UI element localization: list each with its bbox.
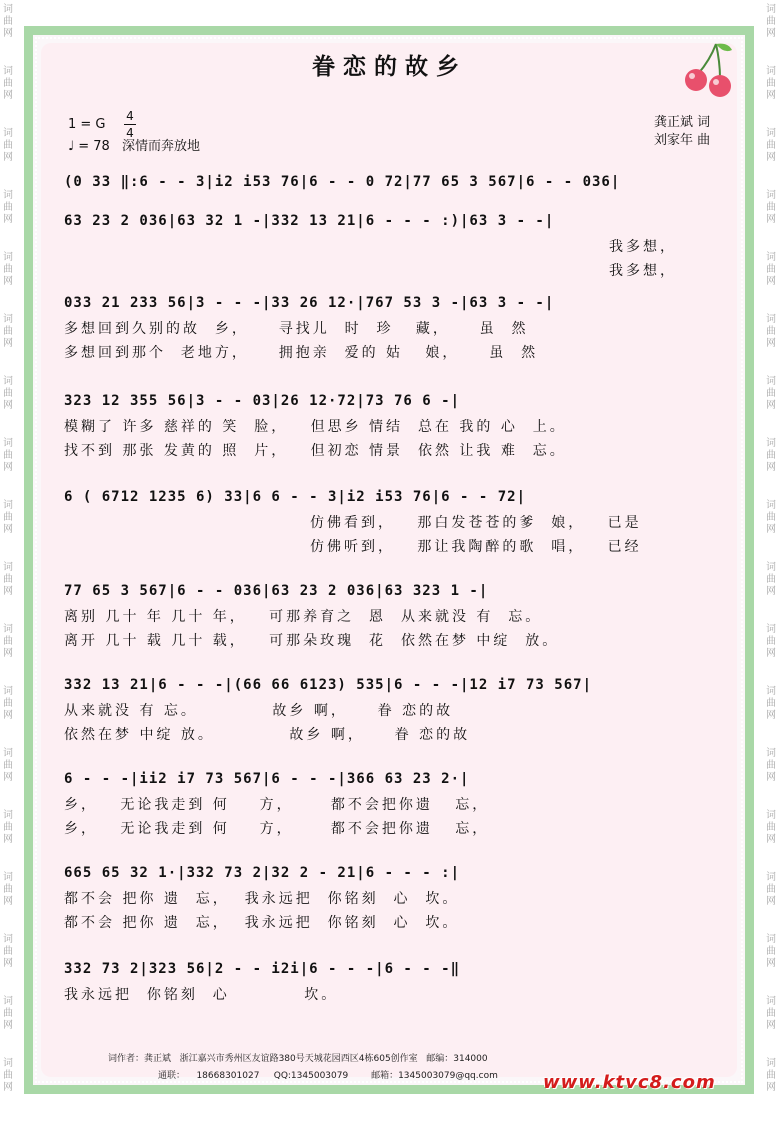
watermark-char: 网 <box>766 834 776 845</box>
watermark-char: 网 <box>766 524 776 535</box>
notation-line: 63 23 2 036|63 32 1 -|332 13 21|6 - - - :)|63 3 - -| <box>64 213 555 229</box>
lyric-line: 模糊了 许多 慈祥的 笑 脸， 但思乡 情结 总在 我的 心 上。 <box>64 419 567 435</box>
watermark-char: 曲 <box>766 264 776 275</box>
watermark-char: 曲 <box>3 450 13 461</box>
watermark-char: 网 <box>3 586 13 597</box>
watermark-char: 曲 <box>3 698 13 709</box>
watermark-char: 词 <box>3 562 13 573</box>
lyric-line: 仿佛看到， 那白发苍苍的爹 娘， 已是 <box>310 515 642 531</box>
watermark-char: 词 <box>3 748 13 759</box>
watermark-char: 网 <box>3 834 13 845</box>
watermark-char: 词 <box>766 128 776 139</box>
watermark-char: 曲 <box>3 760 13 771</box>
watermark-char: 网 <box>3 214 13 225</box>
watermark-char: 曲 <box>766 574 776 585</box>
watermark-char: 曲 <box>766 388 776 399</box>
lyric-line: 乡， 无论我走到 何 方， 都不会把你遗 忘， <box>64 797 490 813</box>
notation-line: 332 73 2|323 56|2 - - i2i|6 - - -|6 - - -‖ <box>64 961 461 977</box>
watermark-char: 网 <box>766 772 776 783</box>
watermark-char: 曲 <box>766 140 776 151</box>
credits <box>654 114 710 150</box>
watermark-char: 曲 <box>3 1070 13 1081</box>
notation-line: (0 33 ‖:6 - - 3|i2 i53 76|6 - - 0 72|77 65 3 567|6 - - 036| <box>64 174 621 190</box>
watermark-char: 网 <box>766 1020 776 1031</box>
watermark-char: 曲 <box>3 636 13 647</box>
lyric-line: 都不会 把你 遗 忘， 我永远把 你铭刻 心 坎。 <box>64 915 460 931</box>
watermark-char: 曲 <box>3 202 13 213</box>
watermark-char: 网 <box>766 958 776 969</box>
lyric-line: 多想回到久别的故 乡， 寻找儿 时 珍 藏， 虽 然 <box>64 321 529 337</box>
watermark-char: 词 <box>766 314 776 325</box>
notation-line: 77 65 3 567|6 - - 036|63 23 2 036|63 323 1 -| <box>64 583 489 599</box>
watermark-char: 网 <box>766 338 776 349</box>
watermark-char: 词 <box>3 314 13 325</box>
lyric-line: 离别 几十 年 几十 年， 可那养育之 恩 从来就没 有 忘。 <box>64 609 543 625</box>
watermark-char: 词 <box>3 624 13 635</box>
watermark-char: 词 <box>766 748 776 759</box>
lyric-line: 都不会 把你 遗 忘， 我永远把 你铭刻 心 坎。 <box>64 891 460 907</box>
watermark-char: 网 <box>766 896 776 907</box>
right-watermark-column <box>763 0 779 1122</box>
key-signature: 1 = G <box>68 117 106 132</box>
watermark-char: 曲 <box>3 946 13 957</box>
watermark-char: 曲 <box>3 822 13 833</box>
watermark-char: 词 <box>766 872 776 883</box>
watermark-char: 词 <box>3 128 13 139</box>
watermark-char: 曲 <box>766 450 776 461</box>
watermark-char: 曲 <box>766 822 776 833</box>
watermark-char: 网 <box>766 1082 776 1093</box>
lyric-line: 从来就没 有 忘。 故乡 啊， 眷 恋的故 <box>64 703 454 719</box>
watermark-char: 曲 <box>766 326 776 337</box>
watermark-char: 曲 <box>3 326 13 337</box>
watermark-char: 曲 <box>766 760 776 771</box>
watermark-char: 曲 <box>3 388 13 399</box>
watermark-char: 词 <box>766 438 776 449</box>
watermark-char: 曲 <box>3 574 13 585</box>
footer-contact: 通联： 18668301027 QQ:1345003079 邮箱：1345003079@qq.com <box>158 1071 498 1081</box>
expression-marking: 深情而奔放地 <box>121 139 200 154</box>
watermark-char: 网 <box>766 400 776 411</box>
watermark-char: 曲 <box>766 698 776 709</box>
watermark-char: 网 <box>766 586 776 597</box>
watermark-char: 曲 <box>766 16 776 27</box>
watermark-char: 曲 <box>3 512 13 523</box>
watermark-char: 网 <box>3 1020 13 1031</box>
watermark-char: 网 <box>3 90 13 101</box>
watermark-char: 网 <box>3 772 13 783</box>
watermark-char: 网 <box>3 1082 13 1093</box>
watermark-char: 词 <box>3 1058 13 1069</box>
watermark-char: 网 <box>3 896 13 907</box>
watermark-char: 词 <box>3 996 13 1007</box>
watermark-char: 词 <box>3 190 13 201</box>
watermark-char: 词 <box>766 562 776 573</box>
notation-line: 332 13 21|6 - - -|(66 66 6123) 535|6 - - -|12 i7 73 567| <box>64 677 593 693</box>
watermark-char: 网 <box>766 648 776 659</box>
watermark-char: 网 <box>3 524 13 535</box>
watermark-char: 曲 <box>766 1008 776 1019</box>
watermark-char: 曲 <box>3 78 13 89</box>
watermark-char: 曲 <box>766 1070 776 1081</box>
watermark-char: 词 <box>3 438 13 449</box>
footer-address: 词作者：龚正斌 浙江嘉兴市秀州区友谊路380号天城花园西区4栋605创作室 邮编：314000 <box>108 1054 488 1064</box>
watermark-char: 词 <box>766 190 776 201</box>
watermark-char: 词 <box>766 624 776 635</box>
watermark-char: 曲 <box>766 78 776 89</box>
watermark-char: 词 <box>3 252 13 263</box>
watermark-char: 曲 <box>3 16 13 27</box>
watermark-char: 曲 <box>766 512 776 523</box>
watermark-char: 词 <box>766 66 776 77</box>
watermark-char: 词 <box>3 872 13 883</box>
watermark-char: 网 <box>3 152 13 163</box>
watermark-char: 网 <box>766 152 776 163</box>
watermark-char: 网 <box>3 648 13 659</box>
watermark-char: 词 <box>3 934 13 945</box>
watermark-char: 曲 <box>766 884 776 895</box>
watermark-char: 词 <box>3 810 13 821</box>
notation-line: 6 - - -|ii2 i7 73 567|6 - - -|366 63 23 2·| <box>64 771 470 787</box>
watermark-char: 词 <box>766 810 776 821</box>
watermark-char: 词 <box>766 934 776 945</box>
watermark-char: 网 <box>766 214 776 225</box>
watermark-char: 网 <box>3 400 13 411</box>
lyricist-credit: 龚正斌 词 <box>654 115 711 130</box>
lyric-line: 依然在梦 中绽 放。 故乡 啊， 眷 恋的故 <box>64 727 471 743</box>
lyric-line: 仿佛听到， 那让我陶醉的歌 唱， 已经 <box>310 539 642 555</box>
watermark-char: 词 <box>3 66 13 77</box>
time-signature-divider <box>124 124 136 125</box>
watermark-char: 曲 <box>3 884 13 895</box>
watermark-char: 词 <box>3 500 13 511</box>
lyric-line: 乡， 无论我走到 何 方， 都不会把你遗 忘， <box>64 821 490 837</box>
watermark-char: 词 <box>766 252 776 263</box>
watermark-char: 曲 <box>3 140 13 151</box>
watermark-char: 网 <box>3 958 13 969</box>
watermark-char: 词 <box>766 4 776 15</box>
watermark-char: 词 <box>3 376 13 387</box>
watermark-char: 词 <box>3 686 13 697</box>
cherry-icon <box>680 40 736 100</box>
watermark-char: 网 <box>3 338 13 349</box>
notation-line: 665 65 32 1·|332 73 2|32 2 - 21|6 - - - :| <box>64 865 461 881</box>
notation-line: 6 ( 6712 1235 6) 33|6 6 - - 3|i2 i53 76|6 - - 72| <box>64 489 527 505</box>
notation-line: 323 12 355 56|3 - - 03|26 12·72|73 76 6 -| <box>64 393 461 409</box>
lyric-line: 找不到 那张 发黄的 照 片， 但初恋 情景 依然 让我 难 忘。 <box>64 443 567 459</box>
watermark-char: 网 <box>766 276 776 287</box>
watermark-char: 曲 <box>766 636 776 647</box>
watermark-char: 曲 <box>3 264 13 275</box>
lyric-line: 我多想， <box>609 263 677 279</box>
watermark-char: 网 <box>3 276 13 287</box>
tempo-value: ♩ = 78 <box>68 139 110 154</box>
watermark-char: 网 <box>3 28 13 39</box>
lyric-line: 多想回到那个 老地方， 拥抱亲 爱的 姑 娘， 虽 然 <box>64 345 539 361</box>
watermark-char: 词 <box>3 4 13 15</box>
time-signature-top: 4 <box>126 109 134 123</box>
watermark-char: 网 <box>766 28 776 39</box>
lyric-line: 我多想， <box>609 239 677 255</box>
watermark-char: 词 <box>766 376 776 387</box>
time-signature <box>124 110 136 139</box>
watermark-char: 词 <box>766 1058 776 1069</box>
watermark-char: 网 <box>3 462 13 473</box>
left-watermark-column <box>0 0 16 1122</box>
watermark-char: 词 <box>766 686 776 697</box>
time-signature-bottom: 4 <box>126 126 134 140</box>
watermark-char: 曲 <box>3 1008 13 1019</box>
composer-credit: 刘家年 曲 <box>654 133 711 148</box>
watermark-char: 词 <box>766 996 776 1007</box>
watermark-char: 网 <box>3 710 13 721</box>
watermark-char: 词 <box>766 500 776 511</box>
lyric-line: 我永远把 你铭刻 心 坎。 <box>64 987 339 1003</box>
site-watermark: www.ktvc8.com <box>543 1072 716 1093</box>
song-title: 眷恋的故乡 <box>312 54 467 80</box>
notation-line: 033 21 233 56|3 - - -|33 26 12·|767 53 3 -|63 3 - -| <box>64 295 555 311</box>
watermark-char: 曲 <box>766 946 776 957</box>
watermark-char: 网 <box>766 710 776 721</box>
tempo-marking <box>68 138 200 156</box>
watermark-char: 曲 <box>766 202 776 213</box>
watermark-char: 网 <box>766 90 776 101</box>
lyric-line: 离开 几十 载 几十 载， 可那朵玫瑰 花 依然在梦 中绽 放。 <box>64 633 560 649</box>
watermark-char: 网 <box>766 462 776 473</box>
